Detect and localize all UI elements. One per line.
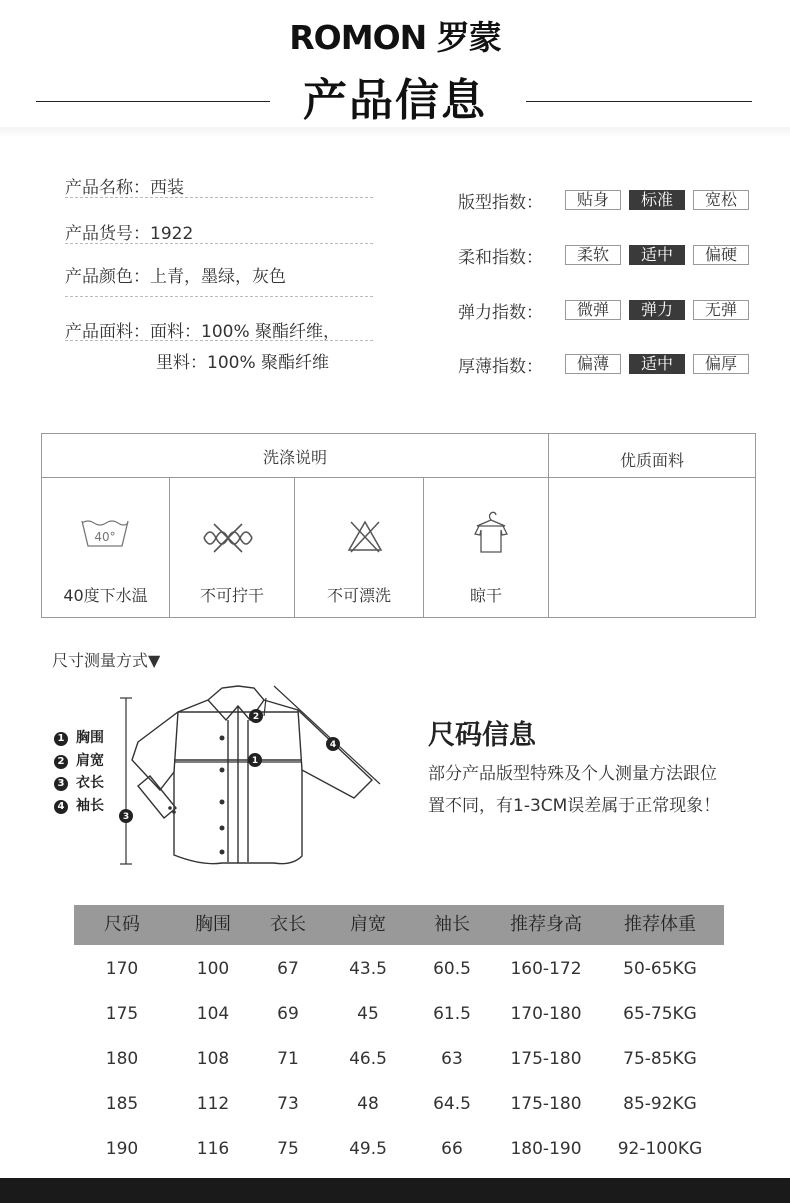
- size-col-header: 推荐身高: [510, 914, 582, 935]
- product-lining: 里料：100% 聚酯纤维: [156, 353, 330, 373]
- size-cell: 65-75KG: [623, 1004, 697, 1024]
- size-cell: 116: [196, 1139, 230, 1159]
- size-cell: 73: [277, 1094, 299, 1114]
- wash-40-icon: [80, 518, 130, 554]
- thickness-option-3: 偏厚: [693, 354, 749, 374]
- no-wring-label: 不可拧干: [199, 586, 264, 605]
- thickness-option-1: 偏薄: [565, 354, 621, 374]
- page-title: 产品信息: [303, 75, 487, 126]
- product-code: 产品货号：1922: [65, 224, 194, 244]
- title-divider-right: [526, 101, 752, 102]
- stretch-option-3: 无弹: [693, 300, 749, 320]
- svg-text:3: 3: [122, 812, 130, 822]
- product-fabric: 产品面料：面料：100% 聚酯纤维，: [65, 322, 341, 342]
- size-cell: 66: [441, 1139, 463, 1159]
- size-cell: 104: [196, 1004, 230, 1024]
- measure-title: 尺寸测量方式▼: [52, 651, 161, 670]
- svg-text:1: 1: [251, 756, 259, 766]
- wash-40-label: 40度下水温: [63, 586, 148, 605]
- size-col-header: 胸围: [195, 914, 231, 935]
- thickness-index-label: 厚薄指数：: [458, 357, 543, 377]
- size-cell: 63: [441, 1049, 463, 1069]
- size-cell: 108: [196, 1049, 230, 1069]
- thickness-option-2: 适中: [629, 354, 685, 374]
- size-cell: 45: [357, 1004, 379, 1024]
- size-cell: 61.5: [433, 1004, 471, 1024]
- size-col-header: 衣长: [270, 914, 306, 935]
- quality-fabric-header: 优质面料: [619, 451, 684, 470]
- size-cell: 43.5: [349, 959, 387, 979]
- fit-option-2: 标准: [629, 190, 685, 210]
- size-cell: 92-100KG: [617, 1139, 703, 1159]
- size-cell: 170-180: [510, 1004, 582, 1024]
- product-name: 产品名称：西装: [65, 178, 184, 198]
- svg-text:4: 4: [329, 740, 337, 750]
- wash-care-table: [41, 433, 756, 618]
- no-wring-icon: [200, 522, 256, 558]
- legend-shoulder: 2 肩宽: [54, 750, 104, 770]
- bottom-bar: [0, 1178, 790, 1203]
- hang-dry-icon: [471, 510, 511, 562]
- no-bleach-label: 不可漂洗: [326, 586, 391, 605]
- softness-option-3: 偏硬: [693, 245, 749, 265]
- size-cell: 46.5: [349, 1049, 387, 1069]
- size-cell: 64.5: [433, 1094, 471, 1114]
- fit-option-3: 宽松: [693, 190, 749, 210]
- size-cell: 112: [196, 1094, 230, 1114]
- legend-sleeve: 4 袖长: [54, 795, 104, 815]
- size-cell: 48: [357, 1094, 379, 1114]
- softness-index-label: 柔和指数：: [458, 248, 543, 268]
- size-cell: 49.5: [349, 1139, 387, 1159]
- size-cell: 69: [277, 1004, 299, 1024]
- size-cell: 85-92KG: [623, 1094, 697, 1114]
- product-colors: 产品颜色：上青，墨绿，灰色: [65, 267, 286, 287]
- legend-length: 3 衣长: [54, 772, 104, 792]
- stretch-option-1: 微弹: [565, 300, 621, 320]
- size-cell: 170: [105, 959, 139, 979]
- size-info-note-2: 置不同，有1-3CM误差属于正常现象！: [428, 796, 721, 816]
- legend-chest: 1 胸围: [54, 727, 104, 747]
- size-cell: 190: [105, 1139, 139, 1159]
- fit-index-label: 版型指数：: [458, 193, 543, 213]
- size-cell: 175-180: [510, 1049, 582, 1069]
- softness-option-2: 适中: [629, 245, 685, 265]
- size-cell: 75: [277, 1139, 299, 1159]
- size-cell: 175-180: [510, 1094, 582, 1114]
- divider: [42, 477, 755, 478]
- stretch-index-label: 弹力指数：: [458, 303, 543, 323]
- stretch-option-2: 弹力: [629, 300, 685, 320]
- divider: [65, 197, 373, 198]
- size-cell: 67: [277, 959, 299, 979]
- size-table-header: [74, 905, 724, 945]
- size-info-note-1: 部分产品版型特殊及个人测量方法跟位: [428, 764, 717, 784]
- size-info-title: 尺码信息: [428, 720, 536, 751]
- size-col-header: 肩宽: [350, 914, 386, 935]
- header-shadow: [0, 127, 790, 137]
- no-bleach-icon: [345, 518, 385, 558]
- divider: [65, 243, 373, 244]
- size-cell: 75-85KG: [623, 1049, 697, 1069]
- fit-option-1: 贴身: [565, 190, 621, 210]
- svg-text:2: 2: [252, 712, 260, 722]
- wash-instructions-header: 洗涤说明: [262, 448, 327, 467]
- divider: [65, 340, 373, 341]
- size-cell: 185: [105, 1094, 139, 1114]
- softness-option-1: 柔软: [565, 245, 621, 265]
- size-col-header: 推荐体重: [624, 914, 696, 935]
- size-cell: 175: [105, 1004, 139, 1024]
- size-cell: 71: [277, 1049, 299, 1069]
- hang-dry-label: 晾干: [469, 586, 502, 605]
- size-cell: 160-172: [510, 959, 582, 979]
- divider: [65, 296, 373, 297]
- size-cell: 180-190: [510, 1139, 582, 1159]
- size-col-header: 袖长: [434, 914, 470, 935]
- brand-logo: ROMON 罗蒙: [289, 18, 501, 57]
- size-cell: 60.5: [433, 959, 471, 979]
- size-col-header: 尺码: [104, 914, 140, 935]
- size-cell: 100: [196, 959, 230, 979]
- wash-temp-text: 40°: [94, 530, 116, 544]
- shirt-measurement-diagram: [110, 680, 400, 874]
- size-cell: 180: [105, 1049, 139, 1069]
- size-cell: 50-65KG: [623, 959, 697, 979]
